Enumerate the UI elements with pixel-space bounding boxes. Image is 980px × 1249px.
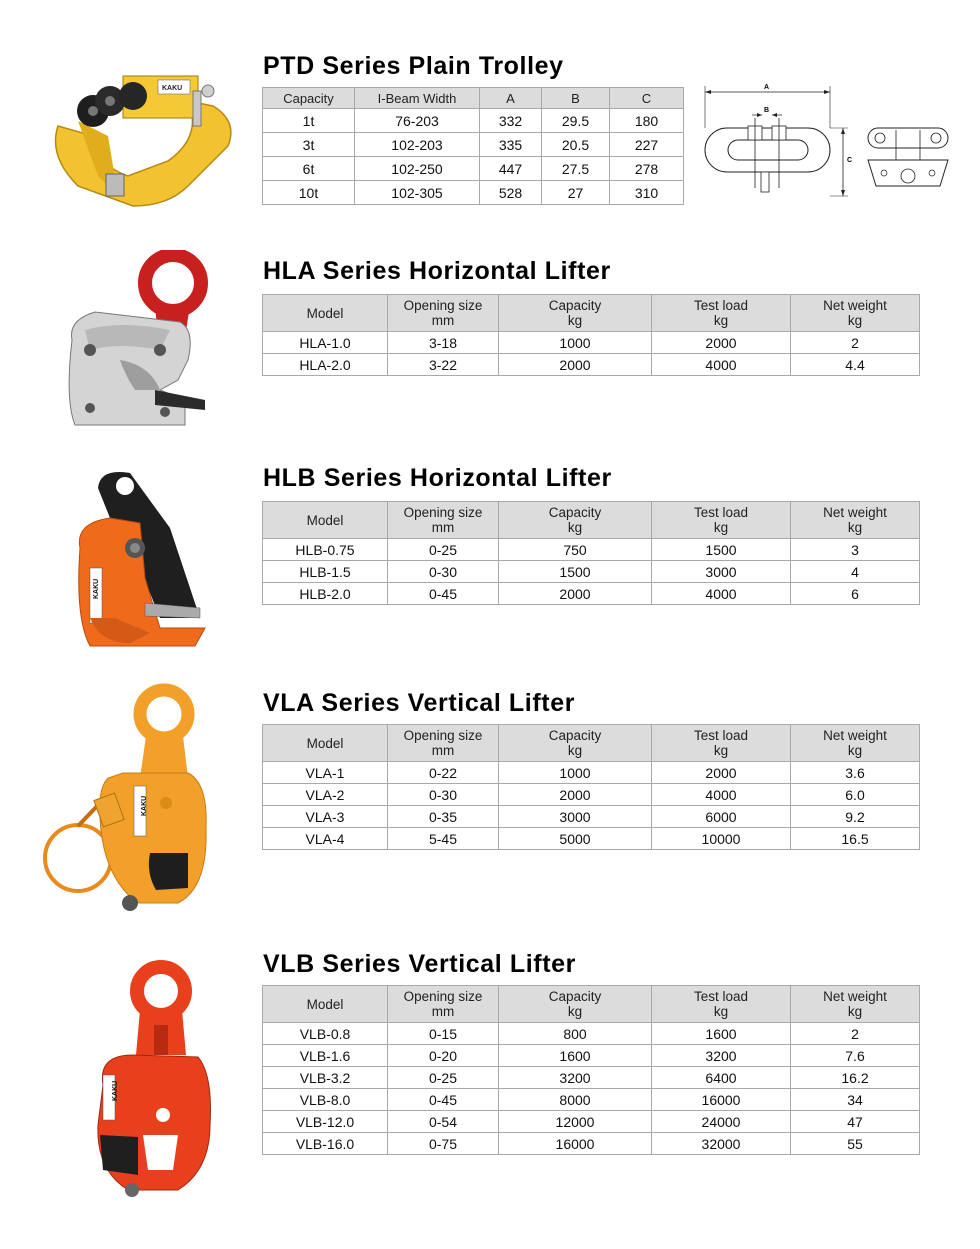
cell-opening-size: 3-22	[388, 354, 499, 376]
ptd-title: PTD Series Plain Trolley	[263, 52, 564, 80]
vlb-brand-text: KAKU	[112, 1080, 119, 1101]
cell-c: 278	[610, 157, 684, 181]
cell-capacity: 2000	[499, 354, 652, 376]
cell-model: VLA-2	[263, 784, 388, 806]
cell-a: 335	[480, 133, 542, 157]
header-unit: kg	[567, 1004, 583, 1019]
table-row	[263, 784, 920, 806]
header-test-load	[652, 295, 791, 332]
header-unit: mm	[431, 743, 455, 758]
cell-test-load: 1500	[652, 539, 791, 561]
table-row	[263, 332, 920, 354]
table-header-row	[263, 725, 920, 762]
cell-capacity: 3000	[499, 806, 652, 828]
header-name: Net weight	[823, 505, 887, 520]
cell-opening-size: 0-54	[388, 1111, 499, 1133]
hla-title: HLA Series Horizontal Lifter	[263, 257, 611, 285]
table-row	[263, 133, 684, 157]
header-test-load	[652, 725, 791, 762]
cell-net-weight: 4.4	[791, 354, 920, 376]
header-name: Test load	[693, 298, 749, 313]
hla-lifter-image	[60, 250, 230, 435]
header-name: Net weight	[823, 989, 887, 1004]
header-name: Capacity	[548, 298, 602, 313]
cell-net-weight: 2	[791, 332, 920, 354]
header-name: Model	[306, 735, 344, 751]
cell-capacity: 8000	[499, 1089, 652, 1111]
cell-opening-size: 0-35	[388, 806, 499, 828]
table-header-row	[263, 295, 920, 332]
cell-net-weight: 55	[791, 1133, 920, 1155]
hlb-brand-text: KAKU	[93, 578, 100, 599]
dim-label-b: B	[764, 107, 770, 114]
header-unit: mm	[431, 313, 455, 328]
table-row	[263, 1045, 920, 1067]
header-capacity	[499, 725, 652, 762]
cell-opening-size: 0-25	[388, 1067, 499, 1089]
cell-test-load: 10000	[652, 828, 791, 850]
header-name: Model	[306, 996, 344, 1012]
header-unit: kg	[567, 313, 583, 328]
cell-capacity: 2000	[499, 784, 652, 806]
ptd-trolley-image	[38, 66, 238, 216]
cell-net-weight: 6	[791, 583, 920, 605]
header-unit: kg	[713, 520, 729, 535]
cell-capacity: 1t	[263, 109, 355, 133]
cell-capacity: 1500	[499, 561, 652, 583]
header-name: Opening size	[403, 298, 483, 313]
cell-capacity: 2000	[499, 583, 652, 605]
header-unit: kg	[847, 313, 863, 328]
cell-b: 27	[542, 181, 610, 205]
table-header-row	[263, 986, 920, 1023]
cell-test-load: 4000	[652, 583, 791, 605]
cell-model: VLB-0.8	[263, 1023, 388, 1045]
header-name: Model	[306, 512, 344, 528]
cell-test-load: 3200	[652, 1045, 791, 1067]
header-capacity: Capacity	[263, 88, 355, 109]
header-model	[263, 725, 388, 762]
table-row	[263, 828, 920, 850]
vla-lifter-image	[38, 678, 213, 918]
cell-net-weight: 7.6	[791, 1045, 920, 1067]
cell-model: VLB-16.0	[263, 1133, 388, 1155]
header-unit: kg	[567, 743, 583, 758]
header-unit: kg	[567, 520, 583, 535]
cell-capacity: 1000	[499, 332, 652, 354]
header-name: Capacity	[548, 505, 602, 520]
cell-test-load: 32000	[652, 1133, 791, 1155]
hlb-spec-table	[262, 501, 920, 605]
cell-model: VLA-4	[263, 828, 388, 850]
table-row	[263, 157, 684, 181]
header-model	[263, 502, 388, 539]
cell-test-load: 16000	[652, 1089, 791, 1111]
header-model	[263, 986, 388, 1023]
cell-b: 29.5	[542, 109, 610, 133]
cell-model: HLB-1.5	[263, 561, 388, 583]
cell-model: HLB-0.75	[263, 539, 388, 561]
cell-test-load: 1600	[652, 1023, 791, 1045]
cell-c: 227	[610, 133, 684, 157]
cell-model: HLA-2.0	[263, 354, 388, 376]
cell-test-load: 6400	[652, 1067, 791, 1089]
header-capacity	[499, 502, 652, 539]
header-unit: kg	[713, 1004, 729, 1019]
header-a: A	[480, 88, 542, 109]
cell-test-load: 2000	[652, 332, 791, 354]
cell-opening-size: 0-30	[388, 561, 499, 583]
table-row	[263, 583, 920, 605]
header-test-load	[652, 986, 791, 1023]
header-unit: kg	[847, 520, 863, 535]
header-name: Opening size	[403, 505, 483, 520]
vlb-spec-table	[262, 985, 920, 1155]
header-b: B	[542, 88, 610, 109]
header-opening-size	[388, 986, 499, 1023]
vlb-title: VLB Series Vertical Lifter	[263, 950, 576, 978]
vla-spec-table	[262, 724, 920, 850]
table-row	[263, 181, 684, 205]
table-row	[263, 806, 920, 828]
header-net-weight	[791, 295, 920, 332]
cell-capacity: 3t	[263, 133, 355, 157]
cell-net-weight: 6.0	[791, 784, 920, 806]
table-row	[263, 1067, 920, 1089]
cell-model: HLA-1.0	[263, 332, 388, 354]
cell-model: VLB-3.2	[263, 1067, 388, 1089]
cell-test-load: 4000	[652, 354, 791, 376]
cell-test-load: 2000	[652, 762, 791, 784]
vla-brand-text: KAKU	[141, 795, 148, 816]
header-name: Opening size	[403, 728, 483, 743]
cell-ibeam-width: 76-203	[355, 109, 480, 133]
cell-capacity: 800	[499, 1023, 652, 1045]
vlb-lifter-image	[88, 955, 223, 1203]
cell-capacity: 3200	[499, 1067, 652, 1089]
cell-model: VLB-12.0	[263, 1111, 388, 1133]
cell-opening-size: 5-45	[388, 828, 499, 850]
cell-net-weight: 47	[791, 1111, 920, 1133]
table-row	[263, 539, 920, 561]
header-unit: kg	[847, 1004, 863, 1019]
header-net-weight	[791, 502, 920, 539]
cell-model: VLA-3	[263, 806, 388, 828]
cell-capacity: 16000	[499, 1133, 652, 1155]
header-name: Test load	[693, 505, 749, 520]
header-name: Capacity	[548, 728, 602, 743]
cell-capacity: 10t	[263, 181, 355, 205]
header-name: Model	[306, 305, 344, 321]
cell-net-weight: 9.2	[791, 806, 920, 828]
table-row	[263, 354, 920, 376]
cell-a: 528	[480, 181, 542, 205]
cell-c: 180	[610, 109, 684, 133]
table-header-row	[263, 502, 920, 539]
header-ibeam-width: I-Beam Width	[355, 88, 480, 109]
cell-net-weight: 3	[791, 539, 920, 561]
cell-model: VLB-8.0	[263, 1089, 388, 1111]
cell-net-weight: 16.2	[791, 1067, 920, 1089]
header-unit: mm	[431, 520, 455, 535]
table-header-row	[263, 88, 684, 109]
cell-capacity: 750	[499, 539, 652, 561]
cell-net-weight: 2	[791, 1023, 920, 1045]
header-name: Test load	[693, 728, 749, 743]
cell-model: VLB-1.6	[263, 1045, 388, 1067]
header-unit: kg	[713, 743, 729, 758]
table-row	[263, 1111, 920, 1133]
header-net-weight	[791, 725, 920, 762]
cell-a: 447	[480, 157, 542, 181]
cell-opening-size: 0-30	[388, 784, 499, 806]
cell-capacity: 1600	[499, 1045, 652, 1067]
cell-test-load: 6000	[652, 806, 791, 828]
cell-net-weight: 34	[791, 1089, 920, 1111]
header-unit: kg	[847, 743, 863, 758]
header-name: Opening size	[403, 989, 483, 1004]
header-opening-size	[388, 502, 499, 539]
cell-opening-size: 3-18	[388, 332, 499, 354]
hlb-lifter-image	[70, 468, 210, 653]
cell-capacity: 5000	[499, 828, 652, 850]
cell-net-weight: 3.6	[791, 762, 920, 784]
cell-model: VLA-1	[263, 762, 388, 784]
dim-label-a: A	[764, 84, 770, 91]
ptd-dimension-diagram	[700, 78, 955, 203]
table-row	[263, 1023, 920, 1045]
header-name: Capacity	[548, 989, 602, 1004]
cell-opening-size: 0-45	[388, 583, 499, 605]
cell-test-load: 24000	[652, 1111, 791, 1133]
header-opening-size	[388, 295, 499, 332]
header-net-weight	[791, 986, 920, 1023]
cell-opening-size: 0-75	[388, 1133, 499, 1155]
cell-opening-size: 0-22	[388, 762, 499, 784]
cell-test-load: 4000	[652, 784, 791, 806]
header-model	[263, 295, 388, 332]
cell-opening-size: 0-45	[388, 1089, 499, 1111]
cell-ibeam-width: 102-250	[355, 157, 480, 181]
header-unit: kg	[713, 313, 729, 328]
header-name: Net weight	[823, 728, 887, 743]
cell-opening-size: 0-20	[388, 1045, 499, 1067]
cell-capacity: 1000	[499, 762, 652, 784]
header-unit: mm	[431, 1004, 455, 1019]
header-capacity	[499, 986, 652, 1023]
header-capacity	[499, 295, 652, 332]
cell-a: 332	[480, 109, 542, 133]
dim-label-c: C	[847, 157, 853, 164]
cell-b: 20.5	[542, 133, 610, 157]
vla-title: VLA Series Vertical Lifter	[263, 689, 576, 717]
cell-ibeam-width: 102-305	[355, 181, 480, 205]
svg-text:KAKU: KAKU	[162, 85, 183, 92]
table-row	[263, 1133, 920, 1155]
table-row	[263, 1089, 920, 1111]
cell-opening-size: 0-15	[388, 1023, 499, 1045]
cell-capacity: 12000	[499, 1111, 652, 1133]
cell-test-load: 3000	[652, 561, 791, 583]
header-name: Net weight	[823, 298, 887, 313]
header-c: C	[610, 88, 684, 109]
header-test-load	[652, 502, 791, 539]
cell-c: 310	[610, 181, 684, 205]
header-opening-size	[388, 725, 499, 762]
ptd-spec-table	[262, 87, 684, 205]
header-name: Test load	[693, 989, 749, 1004]
table-row	[263, 762, 920, 784]
cell-model: HLB-2.0	[263, 583, 388, 605]
table-row	[263, 109, 684, 133]
cell-ibeam-width: 102-203	[355, 133, 480, 157]
cell-net-weight: 16.5	[791, 828, 920, 850]
cell-opening-size: 0-25	[388, 539, 499, 561]
cell-net-weight: 4	[791, 561, 920, 583]
hla-spec-table	[262, 294, 920, 376]
cell-b: 27.5	[542, 157, 610, 181]
cell-capacity: 6t	[263, 157, 355, 181]
hlb-title: HLB Series Horizontal Lifter	[263, 464, 612, 492]
table-row	[263, 561, 920, 583]
